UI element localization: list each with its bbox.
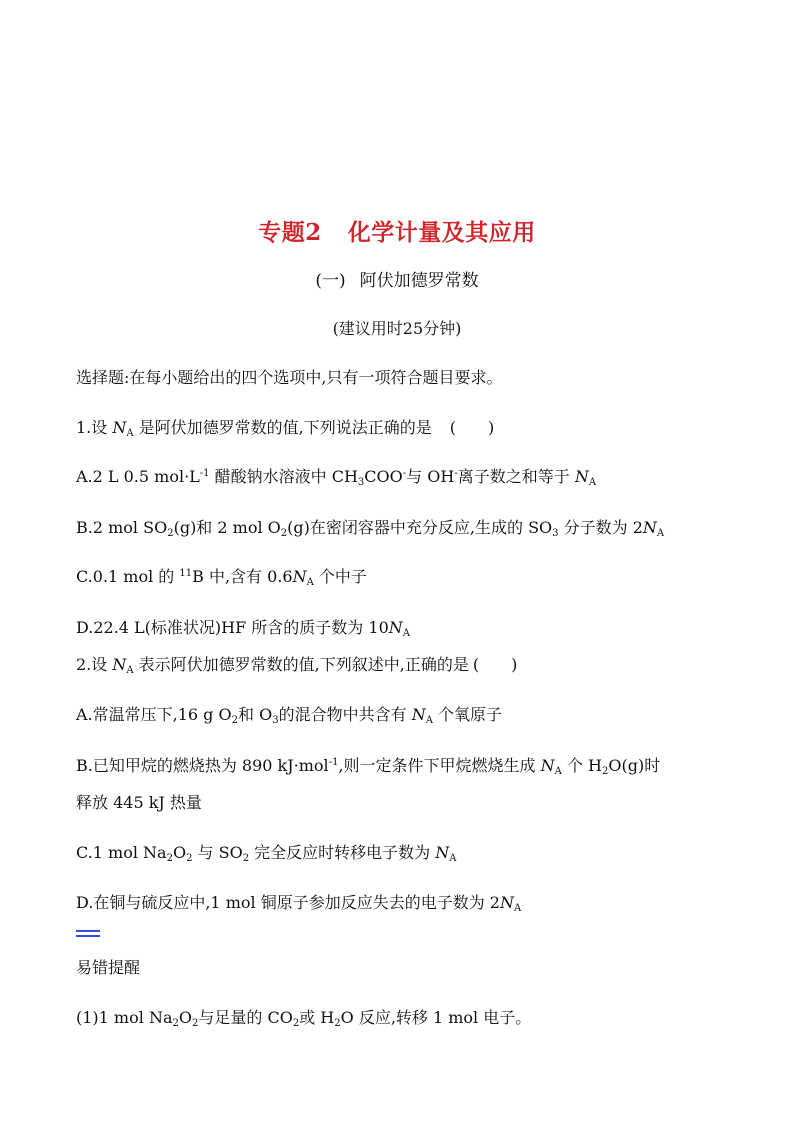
question-2-option-b-continued: 释放 445 kJ 热量	[76, 793, 202, 812]
question-1-option-d: D.22.4 L(标准状况)HF 所含的质子数为 $10N_A$	[76, 618, 410, 639]
question-2-option-d: D.在铜与硫反应中,1 mol 铜原子参加反应失去的电子数为 $2N_A$	[76, 893, 522, 914]
question-1-option-a: A.2 L 0.5 $mol\cdot L^{-1}$ 醋酸钠水溶液中 $CH_3COO^-$与 OH-离子数之和等于 $N_A$	[76, 467, 597, 488]
suggested-time: (建议用时25分钟)	[332, 319, 462, 338]
tip-line-1: (1)1 mol $Na_2O_2$与足量的 $CO_2$或 $H_2O$ 反应,转移 1 mol 电子。	[76, 1008, 532, 1029]
question-1-option-b: B.2 mol $SO_2(g)$和 2 mol $O_2(g)$在密闭容器中充分反应,生成的 $SO_3$ 分子数为 $2N_A$	[76, 518, 665, 539]
question-2-stem: 2.设 $N_A$ 表示阿伏加德罗常数的值,下列叙述中,正确的是 ( )	[76, 655, 518, 676]
page-title: 专题2 化学计量及其应用	[258, 219, 536, 246]
question-2-option-c: C.1 mol $Na_2O_2$ 与 $SO_2$ 完全反应时转移电子数为 $N_A$	[76, 843, 457, 864]
tip-marker-line-top	[76, 930, 100, 932]
question-1-stem: 1.设 $N_A$ 是阿伏加德罗常数的值,下列说法正确的是 ( )	[76, 418, 495, 439]
instruction-text: 选择题:在每小题给出的四个选项中,只有一项符合题目要求。	[76, 368, 503, 387]
question-2-option-b: B.已知甲烷的燃烧热为 890 kJ·mol$^{-1}$,则一定条件下甲烷燃烧生成 $N_A$ 个 $H_2O(g)$时	[76, 756, 661, 777]
tip-marker-line-bottom	[76, 935, 100, 937]
tip-heading: 易错提醒	[76, 958, 141, 977]
question-2-option-a: A.常温常压下,16 g $O_2$和 $O_3$的混合物中共含有 $N_A$ 个氧原子	[76, 705, 503, 726]
question-1-option-c: C.0.1 mol 的 $^{11}$B 中,含有 $0.6N_A$ 个中子	[76, 567, 367, 588]
section-subtitle: (一) 阿伏加德罗常数	[315, 271, 479, 291]
